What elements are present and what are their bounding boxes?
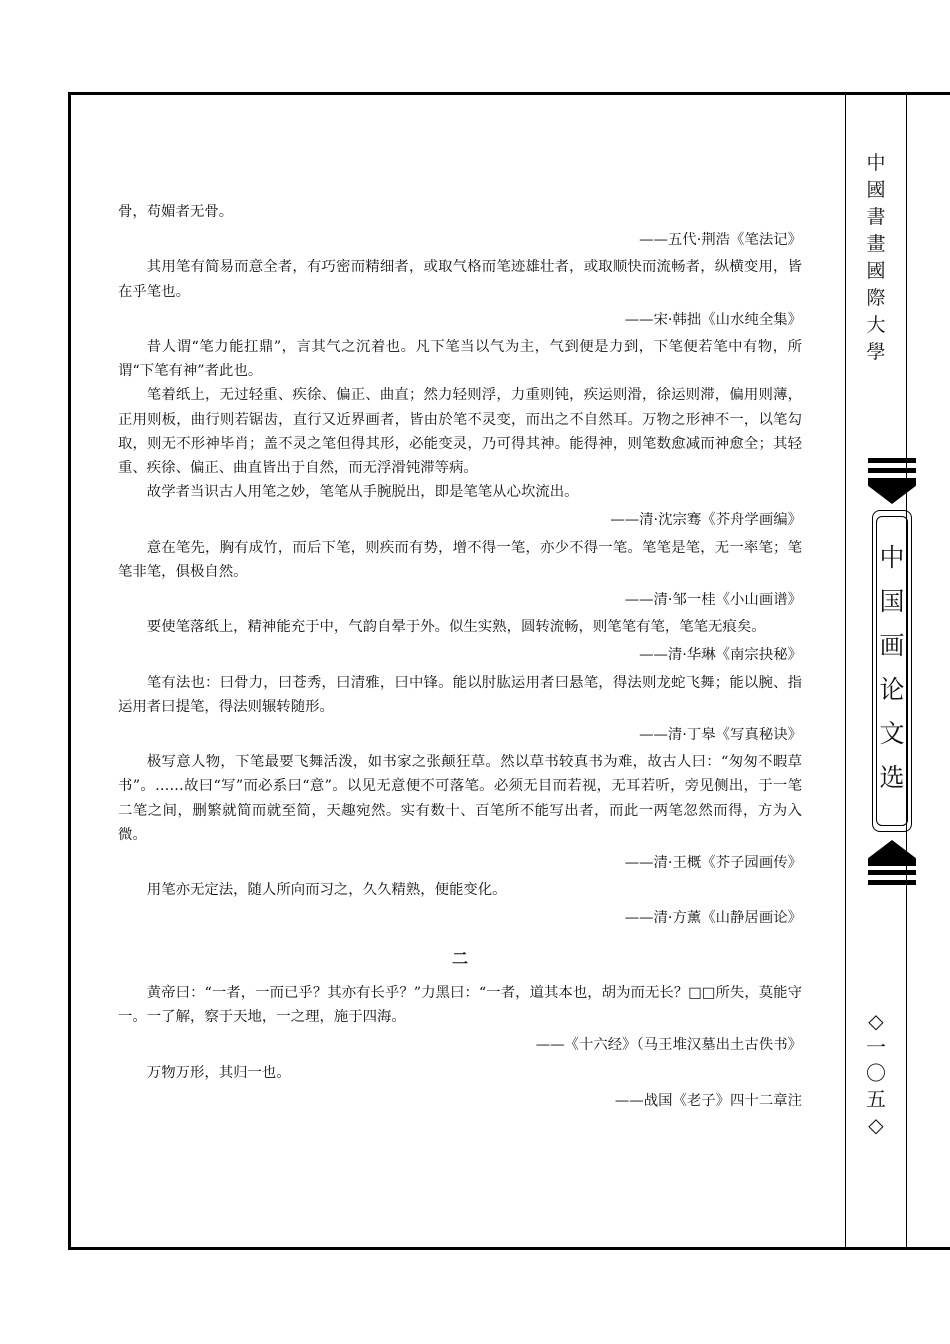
book-title-char: 选: [879, 763, 905, 792]
paragraph: 黄帝曰：“一者，一而已乎？其亦有长乎？”力黑曰：“一者，道其本也，胡为而无长？□□所失，莫能守一。一了解，察于天地，一之理，施于四海。: [118, 984, 802, 1026]
paragraph: 笔着纸上，无过轻重、疾徐、偏正、曲直；然力轻则浮，力重则钝，疾运则滑，徐运则滞，偏用则薄，正用则板，曲行则若锯齿，直行又近界画者，皆由於笔不灵变，而出之不自然耳。万物之形神不一，以笔勾取，则无不形神毕肖；盖不灵之笔但得其形，必能变灵，乃可得其神。能得神，则笔数愈减而神愈全；其轻重、疾徐、偏正、曲直皆出于自然，而无浮滑钝滞等病。: [118, 387, 802, 477]
source-citation: ——清·沈宗骞《芥舟学画编》: [610, 512, 802, 529]
book-title-char: 论: [879, 675, 905, 704]
paragraph: 昔人谓“笔力能扛鼎”，言其气之沉着也。凡下笔当以气为主，气到便是力到，下笔便若笔中有物，所谓“下笔有神”者此也。: [118, 339, 802, 380]
page-number-char: ◇: [868, 1113, 884, 1137]
paragraph: 骨，苟媚者无骨。: [118, 204, 234, 220]
source-citation: ——宋·韩拙《山水纯全集》: [624, 311, 802, 328]
book-title-char: 文: [879, 719, 905, 748]
paragraph: 用笔亦无定法，随人所向而习之，久久精熟，便能变化。: [146, 882, 507, 899]
paragraph: 意在笔先，胸有成竹，而后下笔，则疾而有势，增不得一笔，亦少不得一笔。笔笔是笔，无一率笔；笔笔非笔，俱极自然。: [118, 539, 802, 580]
university-title-char: 學: [866, 341, 886, 363]
university-title-char: 書: [866, 206, 886, 228]
page-number-char: 〇: [866, 1061, 886, 1085]
source-citation: ——《十六经》（马王堆汉墓出土古佚书》: [535, 1037, 802, 1054]
paragraph: 其用笔有简易而意全者，有巧密而精细者，或取气格而笔迹雄壮者，或取顺快而流畅者，纵横变用，皆在乎笔也。: [118, 259, 802, 300]
university-title-char: 際: [866, 287, 886, 309]
book-title-banner: [868, 458, 916, 888]
book-title-char: 画: [879, 631, 905, 660]
paragraph: 故学者当识古人用笔之妙，笔笔从手腕脱出，即是笔笔从心坎流出。: [146, 484, 579, 501]
page-number: [862, 1008, 890, 1138]
banner-bottom-ornament: [868, 840, 916, 866]
paragraph: 要使笔落纸上，精神能充于中，气韵自晕于外。似生实熟，圆转流畅，则笔笔有笔，笔笔无痕矣。: [146, 619, 766, 636]
paragraph: 极写意人物，下笔最要飞舞活泼，如书家之张颠狂草。然以草书较真书为难，故古人曰：“匆匆不暇草书”。……故曰“写”而必系曰“意”。以见无意便不可落笔。必须无目而若视，无耳若听，旁见侧出，于一笔二笔之间，删繁就简而就至简，天趣宛然。实有数十、百笔所不能写出者，而此一两笔忽然而得，方为入微。: [118, 754, 802, 843]
book-title: [868, 536, 916, 800]
source-citation: ——五代·荆浩《笔法记》: [639, 232, 802, 249]
margin-rule-left: [845, 94, 846, 1248]
source-citation: ——清·丁皋《写真秘诀》: [639, 727, 802, 744]
university-title-char: 畫: [866, 233, 886, 255]
university-title-char: 大: [866, 314, 886, 336]
book-title-char: 国: [879, 587, 905, 616]
university-title-char: 國: [866, 260, 886, 282]
paragraph: 万物万形，其归一也。: [146, 1064, 291, 1081]
university-title-char: 國: [866, 179, 886, 201]
page-number-char: ◇: [868, 1009, 884, 1033]
source-citation: ——清·华琳《南宗抉秘》: [639, 647, 802, 664]
paragraph: 笔有法也：曰骨力，曰苍秀，曰清雅，曰中锋。能以肘肱运用者曰悬笔，得法则龙蛇飞舞；能以腕、指运用者曰提笔，得法则辗转随形。: [118, 674, 802, 715]
main-text: [118, 200, 802, 1116]
section-heading: 二: [451, 948, 468, 968]
source-citation: ——战国《老子》四十二章注: [614, 1092, 802, 1109]
university-title-char: 中: [866, 152, 886, 174]
source-citation: ——清·邹一桂《小山画谱》: [624, 592, 802, 609]
university-title: [861, 150, 891, 366]
page-number-char: 一: [866, 1035, 886, 1059]
book-title-char: 中: [879, 543, 905, 572]
banner-top-ornament: [868, 478, 916, 504]
source-citation: ——清·王概《芥子园画传》: [624, 855, 802, 872]
page-number-char: 五: [866, 1087, 886, 1111]
source-citation: ——清·方薰《山静居画论》: [624, 910, 802, 927]
